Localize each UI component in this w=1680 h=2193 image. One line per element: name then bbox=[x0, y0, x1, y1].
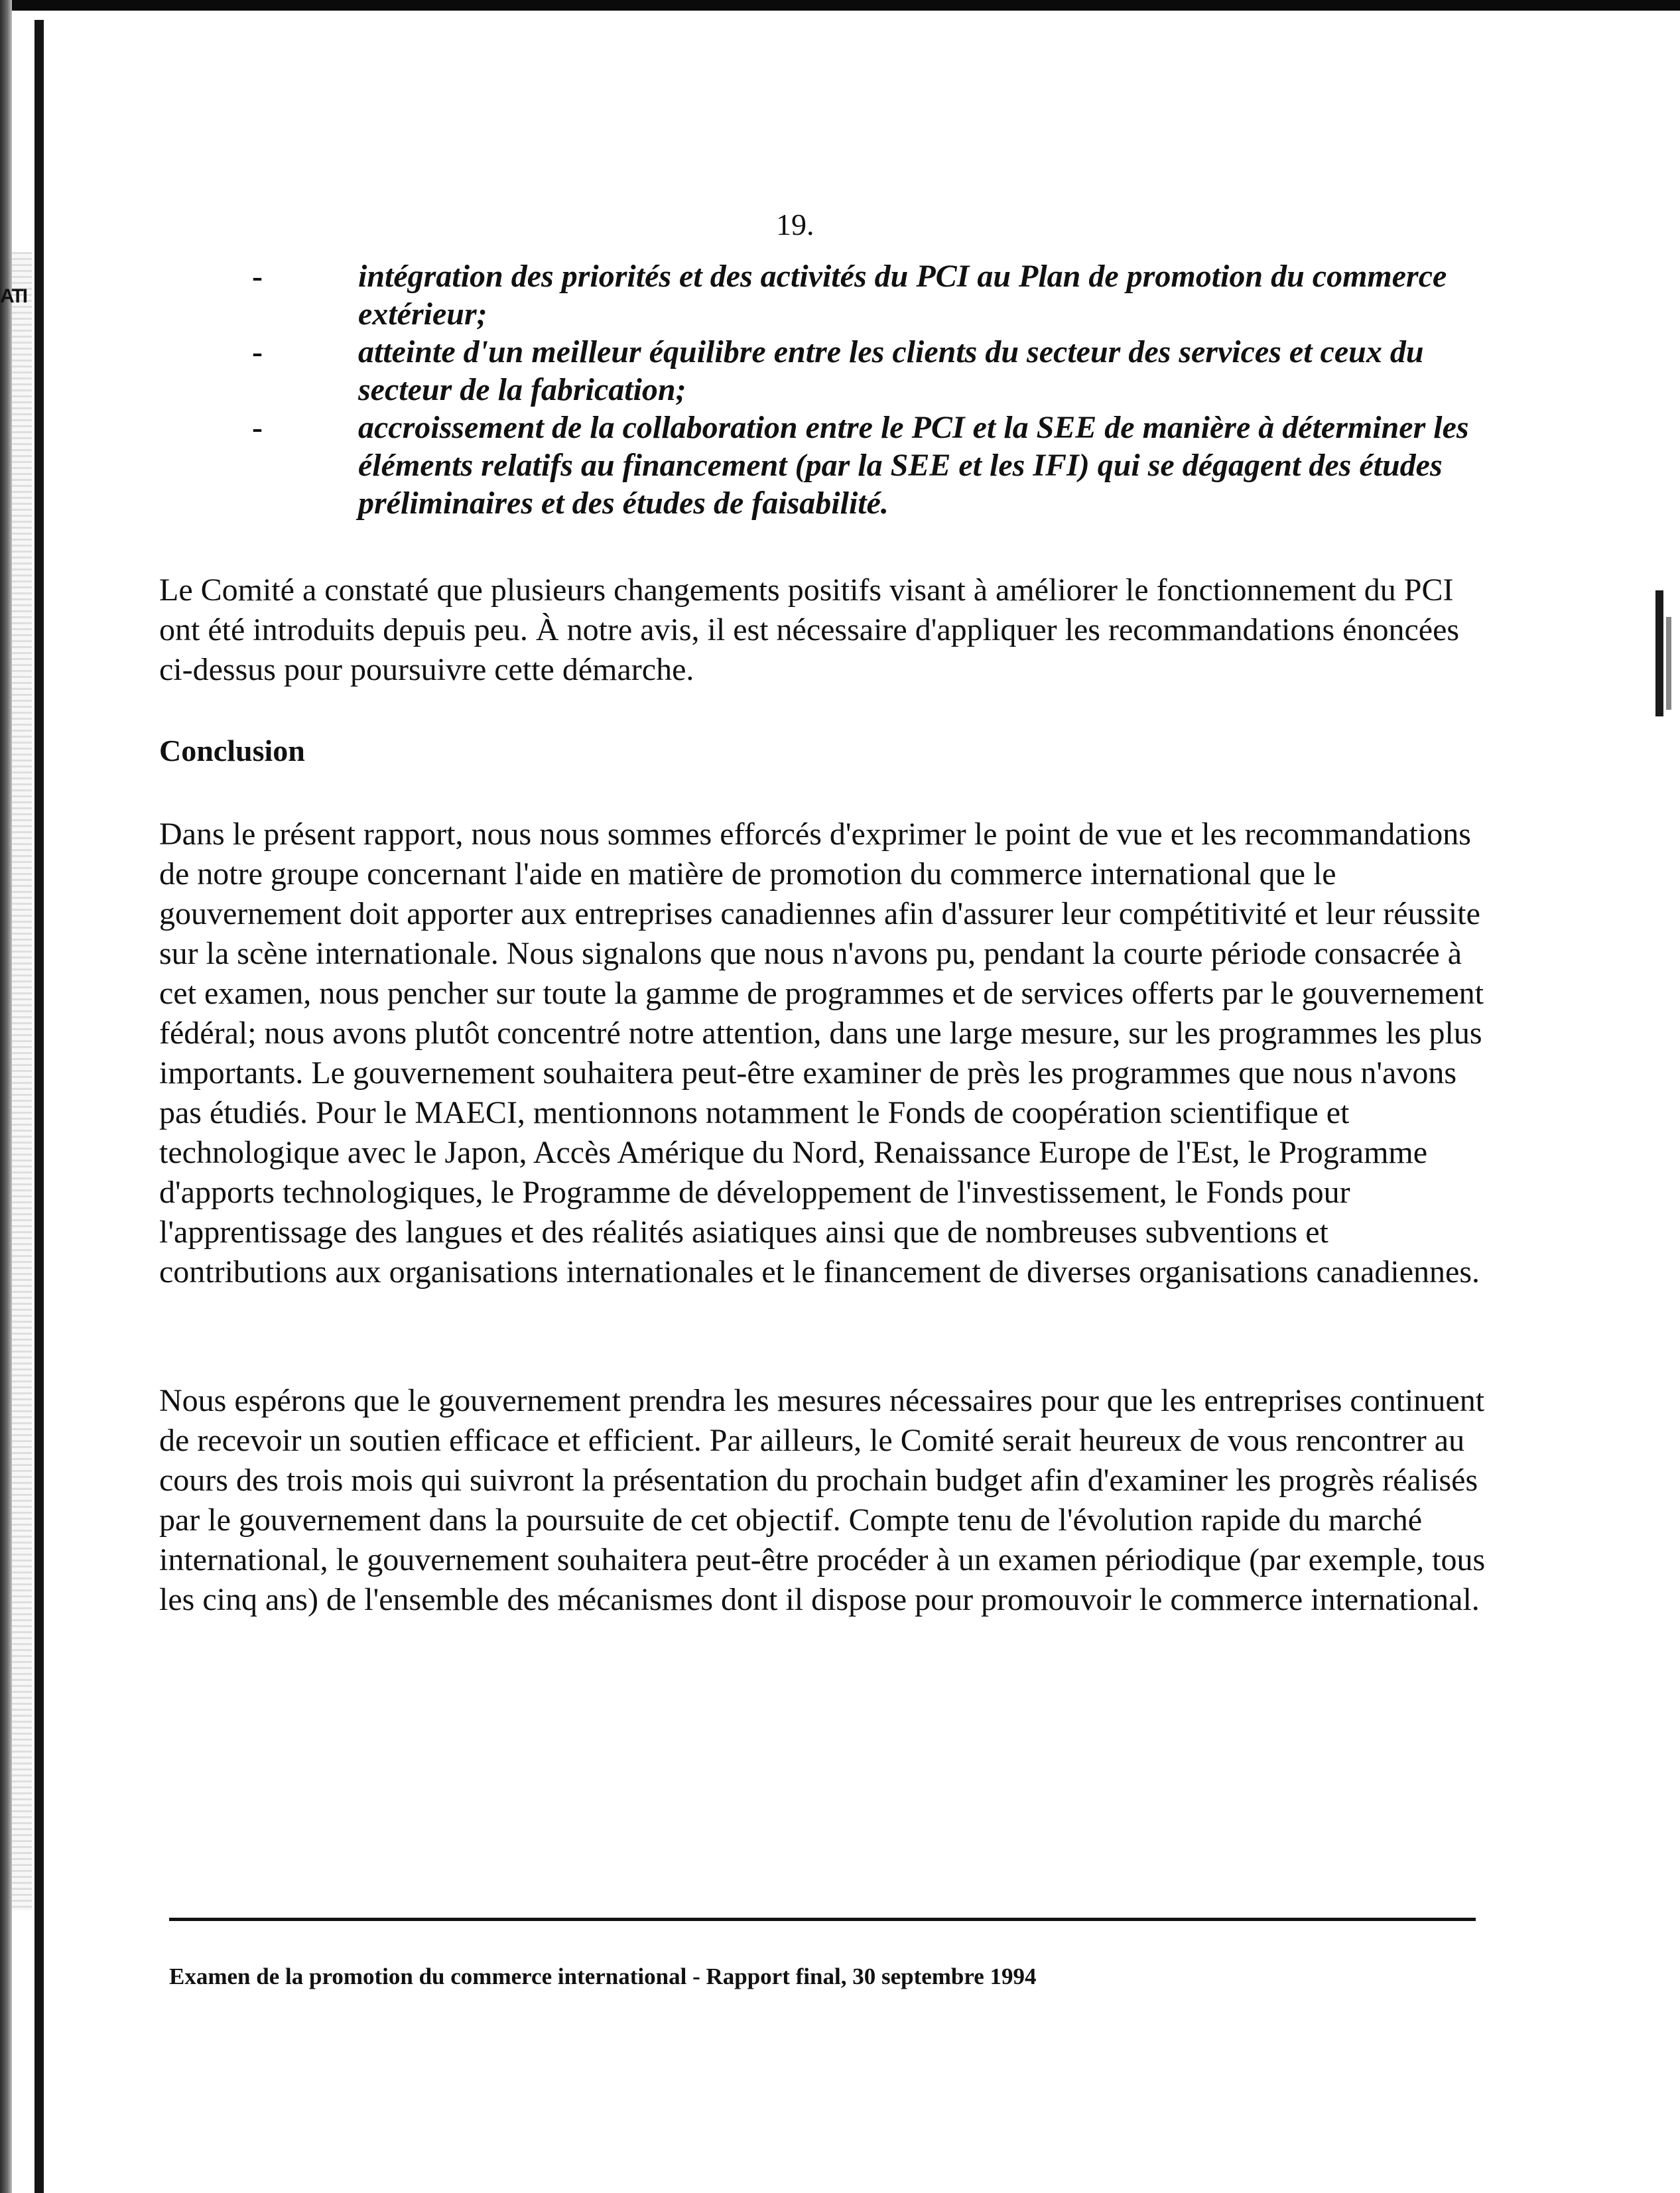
footer-rule bbox=[169, 1918, 1476, 1921]
section-heading-conclusion: Conclusion bbox=[159, 734, 305, 767]
bullet-text: atteinte d'un meilleur équilibre entre les clients du secteur des services et ceux du secteur de la fabrication; bbox=[358, 334, 1424, 407]
paragraph-committee-observation: Le Comité a constaté que plusieurs changements positifs visant à améliorer le fonctionnement du PCI ont été introduits depuis peu. À notre avis, il est nécessaire d'appliquer les recommandations énoncées ci-dessus pour poursuivre cette démarche. bbox=[159, 572, 1460, 687]
scan-top-border bbox=[0, 0, 1680, 11]
bullet-item bbox=[252, 409, 1486, 522]
margin-text-fragment: ATI bbox=[0, 285, 27, 307]
bullet-marker: - bbox=[252, 259, 263, 294]
paragraph-conclusion-main: Dans le présent rapport, nous nous sommes efforcés d'exprimer le point de vue et les recommandations de notre groupe concernant l'aide en matière de promotion du commerce international que le gouvernement doit apporter aux entreprises canadiennes afin d'assurer leur compétitivité et leur réussite sur la scène internationale. Nous signalons que nous n'avons pu, pendant la courte période consacrée à cet examen, nous pencher sur toute la gamme de programmes et de services offerts par le gouvernement fédéral; nous avons plutôt concentré notre attention, dans une large mesure, sur les programmes les plus importants. Le gouvernement souhaitera peut-être examiner de près les programmes que nous n'avons pas étudiés. Pour le MAECI, mentionnons notamment le Fonds de coopération scientifique et technologique avec le Japon, Accès Amérique du Nord, Renaissance Europe de l'Est, le Programme d'apports technologiques, le Programme de développement de l'investissement, le Fonds pour l'apprentissage des langues et des réalités asiatiques ainsi que de nombreuses subventions et contributions aux organisations internationales et le financement de diverses organisations canadiennes. bbox=[159, 817, 1484, 1290]
page-number: 19. bbox=[776, 208, 814, 241]
bullet-marker: - bbox=[252, 334, 263, 369]
scan-left-edge bbox=[0, 0, 12, 2193]
paragraph-conclusion-hopes: Nous espérons que le gouvernement prendra les mesures nécessaires pour que les entreprises continuent de recevoir un soutien efficace et efficient. Par ailleurs, le Comité serait heureux de vous rencontrer au cours des trois mois qui suivront la présentation du prochain budget afin d'examiner les progrès réalisés par le gouvernement dans la poursuite de cet objectif. Compte tenu de l'évolution rapide du marché international, le gouvernement souhaitera peut-être procéder à un examen périodique (par exemple, tous les cinq ans) de l'ensemble des mécanismes dont il dispose pour promouvoir le commerce international. bbox=[159, 1383, 1486, 1617]
scan-binding-bar bbox=[34, 20, 44, 2193]
bullet-marker: - bbox=[252, 410, 263, 445]
bullet-item bbox=[252, 333, 1486, 409]
footer-text: Examen de la promotion du commerce international - Rapport final, 30 septembre 1994 bbox=[169, 1963, 1037, 1989]
scan-right-mark bbox=[1655, 590, 1663, 716]
bullet-text: intégration des priorités et des activités du PCI au Plan de promotion du commerce extérieur; bbox=[358, 259, 1447, 332]
bullet-item bbox=[252, 257, 1486, 333]
scan-right-mark-secondary bbox=[1666, 617, 1671, 710]
bullet-text: accroissement de la collaboration entre le PCI et la SEE de manière à déterminer les éléments relatifs au financement (par la SEE et les IFI) qui se dégagent des études préliminaires et des études de faisabilité. bbox=[358, 410, 1469, 521]
bullet-list bbox=[252, 257, 1486, 522]
scan-left-noise bbox=[12, 252, 32, 1910]
